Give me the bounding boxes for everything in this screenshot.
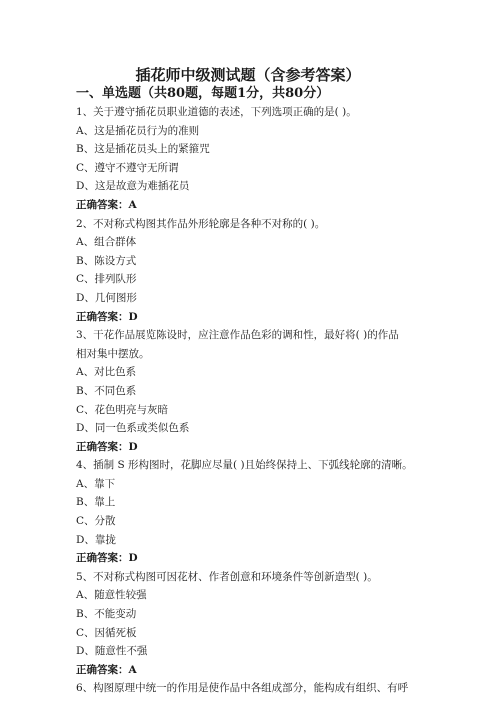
option-c: C、花色明亮与灰暗 — [76, 403, 169, 416]
option-d: D、几何图形 — [76, 291, 137, 304]
option-d: D、随意性不强 — [76, 645, 148, 658]
option-b: B、这是插花员头上的紧箍咒 — [76, 143, 210, 156]
document-title: 插花师中级测试题（含参考答案） — [135, 66, 361, 84]
question-stem: 6、构图原理中统一的作用是使作品中各组成部分，能构成有组织、有呼 — [76, 682, 409, 695]
option-d: D、这是故意为难插花员 — [76, 180, 190, 193]
option-b: B、靠上 — [76, 496, 116, 509]
option-a: A、靠下 — [76, 477, 116, 490]
option-c: C、因循死板 — [76, 626, 137, 639]
question-stem: 2、不对称式构图其作品外形轮廓是各种不对称的( )。 — [76, 217, 326, 230]
option-b: B、不能变动 — [76, 608, 137, 621]
answer-line: 正确答案：D — [76, 552, 138, 565]
option-a: A、对比色系 — [76, 366, 137, 379]
question-list — [76, 103, 426, 698]
option-c: C、分散 — [76, 515, 116, 528]
question-stem: 4、插制 S 形构图时，花脚应尽量( )且始终保持上、下弧线轮廓的清晰。 — [76, 459, 413, 472]
section-heading: 一、单选题（共80题，每题1分，共80分） — [76, 86, 330, 101]
option-a: A、这是插花员行为的准则 — [76, 124, 200, 137]
option-a: A、随意性较强 — [76, 589, 147, 602]
option-a: A、组合群体 — [76, 236, 137, 249]
question-stem: 3、干花作品展览陈设时，应注意作品色彩的调和性，最好将( )的作品 — [76, 329, 399, 342]
question-stem-continued: 相对集中摆放。 — [76, 347, 150, 360]
question-stem: 5、不对称式构图可因花材、作者创意和环境条件等创新造型( )。 — [76, 570, 378, 583]
option-d: D、同一色系或类似色系 — [76, 422, 190, 435]
answer-line: 正确答案：D — [76, 310, 138, 323]
option-c: C、排列队形 — [76, 273, 137, 286]
option-d: D、靠拢 — [76, 533, 116, 546]
answer-line: 正确答案：A — [76, 663, 137, 676]
option-b: B、不同色系 — [76, 384, 137, 397]
option-b: B、陈设方式 — [76, 254, 137, 267]
answer-line: 正确答案：D — [76, 440, 138, 453]
answer-line: 正确答案：A — [76, 198, 137, 211]
question-stem: 1、关于遵守插花员职业道德的表述，下列选项正确的是( )。 — [76, 106, 357, 118]
option-c: C、遵守不遵守无所谓 — [76, 161, 179, 174]
